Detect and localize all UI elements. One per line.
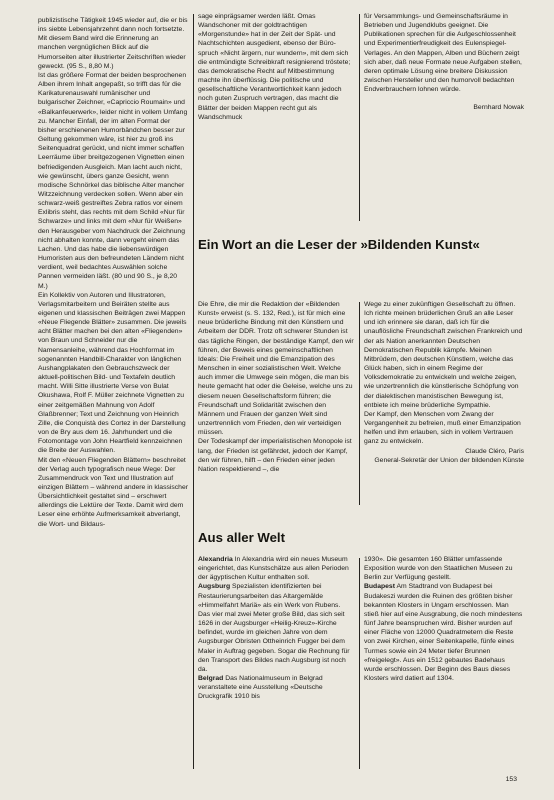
column-rule-right (359, 302, 360, 505)
entry-place: Belgrad (198, 675, 224, 683)
news-entry (198, 582, 354, 674)
leser-middle-column (198, 300, 354, 474)
news-entry (198, 555, 354, 582)
welt-middle-column (198, 555, 354, 702)
review-right-column (364, 12, 524, 113)
paragraph: sage einprägsamer werden läßt. Omas Wandschoner mit der goldtrachtigen «Morgenstunde» hat in der Zeit der Spät- und Nachtschichten ausgedient, ebenso der Büro-spruch «Nicht ärgern, nur wundern», mit dem sich die entmündigte Schreibkraft resignierend tröstete; das demokratische Recht auf Mitbestimmung machte ihn überflüssig. Die politische und gesellschaftliche Verantwortlichkeit kann jedoch noch guten Zuspruch vertragen, das macht die Blätter der beiden Mappen recht gut als Wandschmuck (198, 13, 351, 121)
entry-place: Alexandria (198, 556, 233, 563)
entry-text: In Alexandria wird ein neues Museum eingerichtet, das Kunstschätze aus allen Perioden der ägyptischen Kultur enthalten soll. (198, 556, 349, 582)
paragraph: Ich richte meinen brüderlichen Gruß an alle Leser und ich erinnere sie daran, daß ich für die unauflösliche Freundschaft zwischen Frankreich und der als Nation anerkannten Deutschen Demokratischen Republik kämpfe. Meinen Mitbrüdern, den deutschen Künstlern, welche das Glück haben, sich in einem Regime der Volksdemokratie zu entwickeln und welche zeigen, wie unzertrennlich die künstlerische Schöpfung von der dialektischen marxistischen Bewegung ist, entbiete ich meine brüderliche Sympathie. (364, 310, 523, 409)
column-rule-right (359, 558, 360, 769)
entry-text: Am Stadtrand von Budapest bei Budakeszi wurden die Ruinen des größten bisher bekannten Klosters in Ungarn erschlossen. Man stieß hier auf eine Ausgrabung, die noch mindestens fünf Jahre beanspruchen wird. Bisher wurden auf einer Fläche von 12000 Quadratmetern die Reste von zwei Kirchen, einer Seitenkapelle, fünfe eines Turmes sowie ein 24 Meter tiefer Brunnen «freigelegt». Aus ein 1512 gebautes Badehaus wurde erschlossen. Der Beginn des Baus dieses Klosters wird datiert auf 1304. (364, 583, 523, 683)
news-entry (364, 582, 524, 683)
entry-text: Das Nationalmuseum in Belgrad veranstaltete eine Ausstellung «Deutsche Druckgrafik 1910 bis (198, 675, 323, 701)
letter-signature-name: Claude Cléro, Paris (465, 447, 524, 455)
paragraph: Der Kampf, den Menschen vom Zwang der Vergangenheit zu befreien, muß einer Emanzipation helfen und ihm erlauben, sich in vollem Vertrauen ganz zu entwickeln. (364, 410, 521, 446)
column-rule-left (193, 14, 194, 769)
section-heading-leser: Ein Wort an die Leser der »Bildenden Kunst« (198, 237, 480, 252)
entry-place: Budapest (364, 583, 395, 591)
news-entry (198, 674, 354, 701)
column-rule-right (359, 14, 360, 221)
paragraph: Die Ehre, die mir die Redaktion der «Bildenden Kunst» erweist (s. S. 132, Red.), ist für mich eine neue brüderliche Bindung mit den Künstlern und Arbeitern der DDR. Trotz oft schwerer Stunden ist das tägliche Ringen, der beständige Kampf, den wir führen, der Beweis eines gemeinschaftlichen Ideals: Die Freiheit und die Emanzipation des Menschen in einer sozialistischen Welt. Welche auch immer die Umwege sein mögen, die man bis heute gemacht hat oder die Geleise, welche uns zu diesem neuen Gesellschaftsform führen; die Freundschaft und Solidarität zwischen den Männern und Frauen der ganzen Welt sind unzertrennlich vom Frieden, den wir verteidigen müssen. (198, 301, 354, 437)
paragraph: Der Todeskampf der imperialistischen Monopole ist lang, der Frieden ist gefährdet, jedoch der Kampf, den wir führen, hilft – den Frieden einer jeden Nation respektierend –, die (198, 438, 352, 473)
welt-right-column (364, 555, 524, 683)
section-heading-welt: Aus aller Welt (198, 530, 285, 545)
paragraph: für Versammlungs- und Gemeinschaftsräume in Betrieben und Jugendklubs geeignet. Die Publikationen sprechen für die Aufgeschlossenheit und Experimentierfreudigkeit des Eulenspiegel-Verlages. An den Mappen, Alben und Büchern zeigt sich aber, daß neue Formate neue Aufgaben stellen, deren optimale Lösung eine breitere Diskussion zwischen Hersteller und den humorvoll bedachten Endverbrauchern lohnen würde. (364, 13, 522, 94)
review-column (38, 16, 188, 529)
paragraph: Ist das größere Format der beiden besprochenen Alben ihrem Inhalt angepaßt, so trifft das für die Karikaturenauswahl rumänischer und bulgarischer Zeichner, «Capriccio Roumain» und «Balkanfeuerwerk», leider nicht in vollem Umfang zu. Mancher Einfall, der im alten Format der bisher erschienenen Humorbändchen besser zur Geltung gekommen wäre, ist hier zu groß ins Seitenquadrat gerückt, und nicht immer schaffen Leerräume über breitgezogenen Vignetten einen befriedigenden Ausgleich. Man lacht auch nicht, wie gewünscht, übers ganze Gesicht, wenn modische Schnörkel das biblische Alter mancher Witzzeichnung verdecken sollen. Wenn aber ein schwarz-weiß gestreiftes Zebra ratlos vor einem Exlibris steht, das rechts mit dem Schild «Nur für Schwarze» und links mit dem «Nur für Weißen» den Herausgeber vom Nachdruck der Zeichnung nicht abhalten konnte, dann vergeht einem das Lachen. Und das habe die liebenswürdigen Humoristen aus den befreundeten Ländern nicht verdient, weil bedachtes Auswählen solche Pannen vermeiden läßt. (80 und 90 S., je 8,20 M.) (38, 71, 188, 290)
review-middle-column (198, 12, 354, 122)
letter-signature-role: General-Sekretär der Union der bildenden Künste (374, 456, 524, 464)
entry-place: Augsburg (198, 583, 231, 591)
page-number: 153 (505, 776, 517, 783)
author-signature: Bernhard Nowak (473, 104, 524, 112)
paragraph: Ein Kollektiv von Autoren und Illustratoren, Verlagsmitarbeitern und Beiräten stellte aus eigenen und klassischen Beiträgen zwei Mappen «Neue Fliegende Blätter» zusammen. Die jeweils acht Blätter machen bei den alten «Fliegenden» von Braun und Schneider nur die Namensanleihe, während das Hochformat im sogenannten Handbill-Charakter von länglichen Aushangplakaten den Gebrauchszweck der aktuell-politischen Bild- und Textafeln deutlich macht. Willi Sitte illustrierte Verse von Bulat Okushawa, Rolf F. Müller zeichnete Vignetten zu einer zeitgemäßen Mahnung von Adolf Glaßbrenner; Text und Zeichnung von Heinrich Zille, die Conquistà des Cortez in der Darstellung von de Bry aus dem 16. Jahrhundert und die Fotomontage von John Heartfield kennzeichnen die Breite der Auswahlen. (38, 291, 187, 455)
entry-text: Spezialisten identifizierten bei Restaurierungsarbeiten das Altargemälde «Himmelfahrt Mariä» als ein Werk von Rubens. Das vier mal zwei Meter große Bild, das sich seit 1626 in der Augsburger «Heilig-Kreuz»-Kirche befindet, wurde im gleichen Jahre von dem Augsburger Obristen Ottheinrich Fugger bei dem Maler in Auftrag gegeben. Sogar die Rechnung für den Transport des Bildes nach Augsburg ist noch da. (198, 583, 350, 673)
leser-right-column (364, 300, 524, 465)
paragraph: Mit den «Neuen Fliegenden Blättern» beschreitet der Verlag auch typografisch neue Wege: Der Zusammendruck von Text und Illustration auf einzigen Blättern – während andere in klassischer Übersichtlichkeit gestaltet sind – erschwert allerdings die Lektüre der Texte. Damit wird dem Leser eine erhöhte Aufmerksamkeit abverlangt, die Wort- und Bildaus- (38, 456, 188, 528)
paragraph: 1930». Die gesamten 160 Blätter umfassende Exposition wurde von den Staatlichen Museen zu Berlin zur Verfügung gestellt. (364, 556, 513, 582)
paragraph: publizistische Tätigkeit 1945 wieder auf, die er bis ins siebte Lebensjahrzehnt dann noch fortsetzte. Mit diesem Band wird die Erinnerung an manchen vergnüglichen Blick auf die Humorseiten alter illustrierter Zeitschriften wieder geweckt. (95 S., 8,80 M.) (38, 17, 188, 70)
paragraph: Wege zu einer zukünftigen Gesellschaft zu öffnen. (364, 301, 516, 308)
